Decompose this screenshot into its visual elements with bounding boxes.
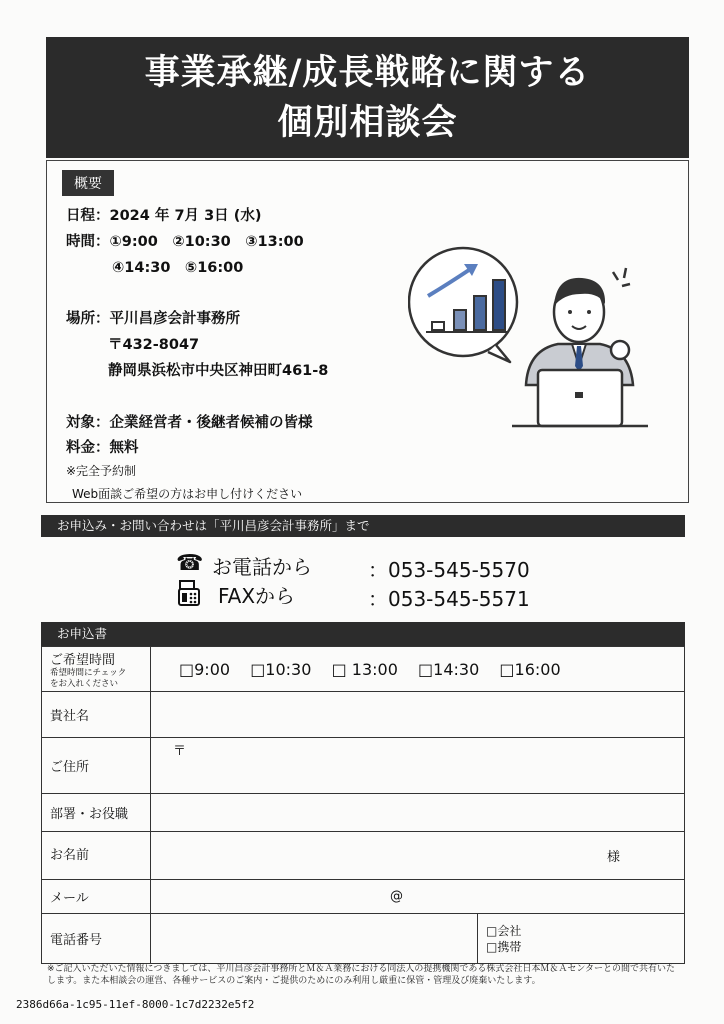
reservation-note: ※完全予約制 bbox=[66, 464, 137, 478]
phone-icon: ☎ bbox=[176, 551, 204, 576]
department-field[interactable] bbox=[151, 794, 685, 832]
inquiry-bar: お申込み・お問い合わせは「平川昌彦会計事務所」まで bbox=[41, 515, 685, 537]
form-row-time bbox=[42, 647, 685, 692]
event-times-1: 時間：①9:00 ②10:30 ③13:00 bbox=[66, 234, 304, 250]
businessman-icon bbox=[512, 268, 648, 426]
form-row-address bbox=[42, 738, 685, 794]
venue-name: 場所：平川昌彦会計事務所 bbox=[66, 311, 240, 327]
privacy-note: ※ご記入いただいた情報につきましては、平川昌彦会計事務所とＭ＆Ａ業務における同法人の提携機関である株式会社日本Ｍ＆Ａセンターとの間で共有いたします。また本相談会の運営、各種サービスのご案内・ご提供のためにのみ利用し厳重に保管・管理及び廃棄いたします。 bbox=[47, 964, 676, 986]
form-row-company bbox=[42, 692, 685, 738]
phone-label: お電話から bbox=[212, 555, 312, 579]
application-form-bar: お申込書 bbox=[41, 622, 685, 646]
phone-number-label: 電話番号 bbox=[42, 914, 151, 964]
email-label: メール bbox=[42, 880, 151, 914]
form-row-email bbox=[42, 880, 685, 914]
email-field[interactable] bbox=[151, 880, 685, 914]
venue-postal-code: 〒432-8047 bbox=[108, 337, 200, 353]
event-date: 日程：2024 年 7月 3日 (水) bbox=[66, 208, 262, 224]
fax-number: ：053-545-5571 bbox=[368, 587, 530, 611]
department-label: 部署・お役職 bbox=[42, 794, 151, 832]
form-row-department bbox=[42, 794, 685, 832]
form-row-name bbox=[42, 832, 685, 880]
consultant-illustration bbox=[408, 240, 658, 435]
fee: 料金：無料 bbox=[66, 440, 139, 456]
time-note: 希望時間にチェックをお入れください bbox=[50, 667, 127, 689]
fax-label: FAXから bbox=[218, 584, 296, 608]
company-label: 貴社名 bbox=[42, 692, 151, 738]
growth-chart-bubble-icon bbox=[409, 248, 517, 362]
phone-type-mobile[interactable]: □携帯 bbox=[486, 939, 522, 954]
target-audience: 対象：企業経営者・後継者候補の皆様 bbox=[66, 415, 313, 431]
document-id: 2386d66a-1c95-11ef-8000-1c7d2232e5f2 bbox=[16, 998, 255, 1011]
time-option-13-00[interactable]: □ 13:00 bbox=[331, 659, 398, 679]
time-option-9-00[interactable]: □9:00 bbox=[179, 659, 231, 679]
web-meeting-note: Web面談ご希望の方はお申し付けください bbox=[72, 487, 303, 501]
phone-number-field[interactable] bbox=[151, 914, 478, 964]
company-field[interactable] bbox=[151, 692, 685, 738]
fax-icon bbox=[178, 580, 200, 606]
form-row-phone bbox=[42, 914, 685, 964]
email-at-mark: @ bbox=[390, 889, 403, 904]
overview-tag: 概要 bbox=[62, 170, 114, 196]
title-line-2: 個別相談会 bbox=[277, 103, 458, 143]
address-label: ご住所 bbox=[42, 738, 151, 794]
event-times-2: ④14:30 ⑤16:00 bbox=[112, 260, 244, 276]
application-form bbox=[41, 646, 685, 964]
time-label: ご希望時間 bbox=[50, 652, 116, 668]
name-honorific: 様 bbox=[606, 850, 620, 865]
title-banner bbox=[46, 37, 689, 158]
venue-address: 静岡県浜松市中央区神田町461-8 bbox=[108, 363, 329, 379]
time-option-14-30[interactable]: □14:30 bbox=[418, 659, 480, 679]
phone-number: ：053-545-5570 bbox=[368, 558, 530, 582]
time-option-16-00[interactable]: □16:00 bbox=[499, 659, 561, 679]
name-field[interactable] bbox=[151, 832, 685, 880]
time-option-10-30[interactable]: □10:30 bbox=[250, 659, 312, 679]
phone-type-company[interactable]: □会社 bbox=[486, 923, 522, 938]
address-field[interactable] bbox=[151, 738, 685, 794]
title-line-1: 事業承継/成長戦略に関する bbox=[144, 53, 591, 93]
name-label: お名前 bbox=[42, 832, 151, 880]
postal-mark: 〒 bbox=[173, 744, 187, 759]
